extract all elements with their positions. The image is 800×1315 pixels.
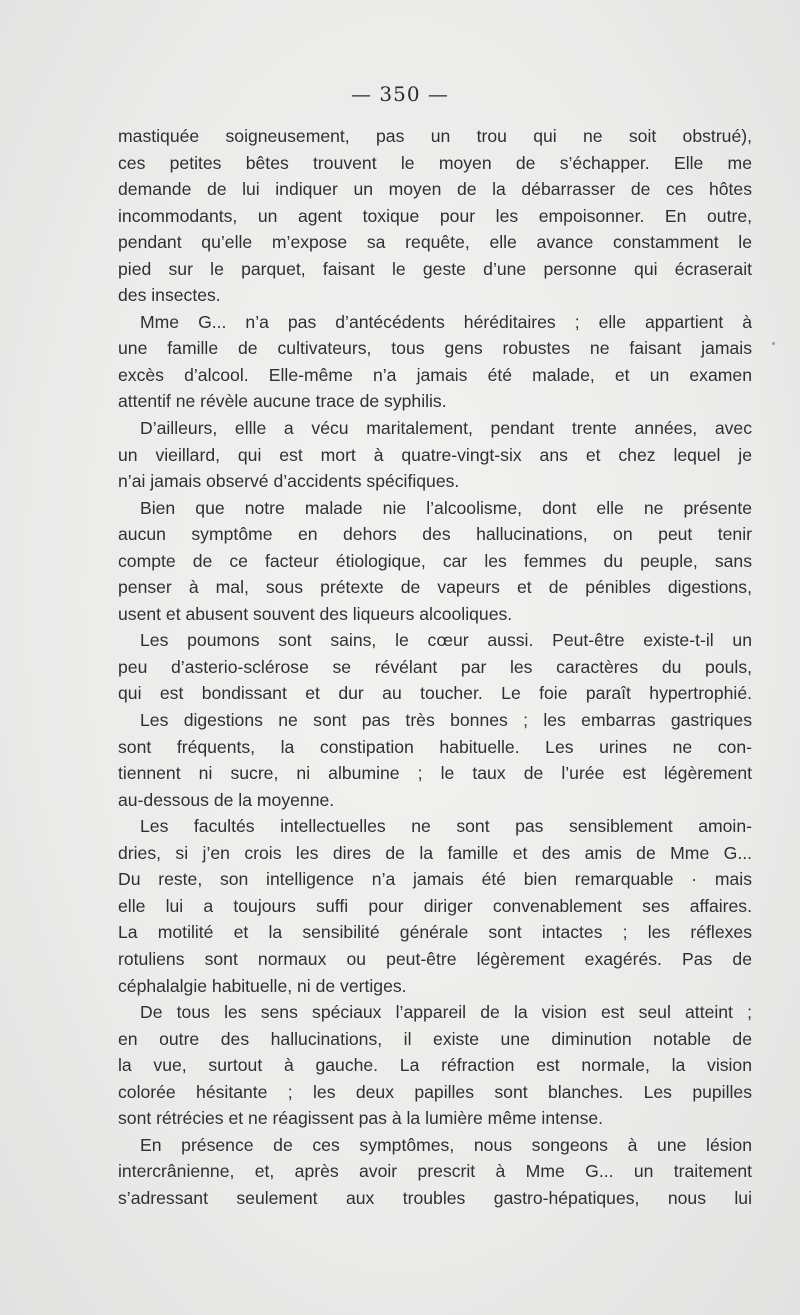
text-line: pendant qu’elle m’expose sa requête, elle avance constamment le xyxy=(118,232,752,253)
text-line: qui est bondissant et dur au toucher. Le foie paraît hypertrophié. xyxy=(118,683,752,704)
body-text xyxy=(118,123,752,1211)
text-line: s’adressant seulement aux troubles gastro-hépatiques, nous lui xyxy=(118,1187,752,1208)
text-line: ces petites bêtes trouvent le moyen de s’échapper. Elle me xyxy=(118,152,752,173)
text-line: De tous les sens spéciaux l’appareil de la vision est seul atteint ; xyxy=(140,1002,752,1023)
text-line: compte de ce facteur étiologique, car les femmes du peuple, sans xyxy=(118,550,752,571)
text-line: sont rétrécies et ne réagissent pas à la lumière même intense. xyxy=(118,1108,604,1129)
text-line: rotuliens sont normaux ou peut-être légèrement exagérés. Pas de xyxy=(118,948,752,969)
text-line: un vieillard, qui est mort à quatre-vingt-six ans et chez lequel je xyxy=(118,444,752,465)
text-line: La motilité et la sensibilité générale sont intactes ; les réflexes xyxy=(118,922,752,943)
text-line: excès d’alcool. Elle-même n’a jamais été malade, et un examen xyxy=(118,364,752,385)
text-line: intercrânienne, et, après avoir prescrit à Mme G... un traitement xyxy=(118,1161,752,1182)
text-line: céphalalgie habituelle, ni de vertiges. xyxy=(118,975,407,996)
text-line: Les digestions ne sont pas très bonnes ; les embarras gastriques xyxy=(140,710,752,731)
text-line: aucun symptôme en dehors des hallucinations, on peut tenir xyxy=(118,524,752,545)
text-line: une famille de cultivateurs, tous gens robustes ne faisant jamais xyxy=(118,338,752,359)
text-line: En présence de ces symptômes, nous songeons à une lésion xyxy=(140,1134,752,1155)
text-line: Bien que notre malade nie l’alcoolisme, dont elle ne présente xyxy=(140,497,752,518)
text-line: Mme G... n’a pas d’antécédents héréditaires ; elle appartient à xyxy=(140,311,752,332)
text-line: attentif ne révèle aucune trace de syphilis. xyxy=(118,391,447,412)
text-line: pied sur le parquet, faisant le geste d’une personne qui écraserait xyxy=(118,258,752,279)
text-line: sont fréquents, la constipation habituelle. Les urines ne con- xyxy=(118,736,752,757)
text-line: peu d’asterio-sclérose se révélant par les caractères du pouls, xyxy=(118,656,752,677)
text-line: dries, si j’en crois les dires de la famille et des amis de Mme G... xyxy=(118,842,752,863)
text-line: elle lui a toujours suffi pour diriger convenablement ses affaires. xyxy=(118,895,752,916)
page-number: — 350 — xyxy=(351,82,449,106)
text-line: n’ai jamais observé d’accidents spécifiques. xyxy=(118,471,460,492)
text-line: Du reste, son intelligence n’a jamais été bien remarquable · mais xyxy=(118,869,752,890)
text-line: usent et abusent souvent des liqueurs alcooliques. xyxy=(118,603,513,624)
text-line: Les poumons sont sains, le cœur aussi. Peut-être existe-t-il un xyxy=(140,630,752,651)
text-line: en outre des hallucinations, il existe une diminution notable de xyxy=(118,1028,752,1049)
text-line: incommodants, un agent toxique pour les empoisonner. En outre, xyxy=(118,205,752,226)
text-line: la vue, surtout à gauche. La réfraction est normale, la vision xyxy=(118,1055,752,1076)
text-line: Les facultés intellectuelles ne sont pas sensiblement amoin- xyxy=(140,816,752,837)
text-line: D’ailleurs, ellle a vécu maritalement, pendant trente années, avec xyxy=(140,418,752,439)
text-line: demande de lui indiquer un moyen de la débarrasser de ces hôtes xyxy=(118,179,752,200)
text-line: tiennent ni sucre, ni albumine ; le taux de l’urée est légèrement xyxy=(118,763,752,784)
print-speck xyxy=(772,342,775,345)
text-line: des insectes. xyxy=(118,285,221,306)
text-line: au-dessous de la moyenne. xyxy=(118,789,335,810)
text-line: colorée hésitante ; les deux papilles sont blanches. Les pupilles xyxy=(118,1081,752,1102)
text-line: penser à mal, sous prétexte de vapeurs et de pénibles digestions, xyxy=(118,577,752,598)
text-line: mastiquée soigneusement, pas un trou qui ne soit obstrué), xyxy=(118,126,752,146)
